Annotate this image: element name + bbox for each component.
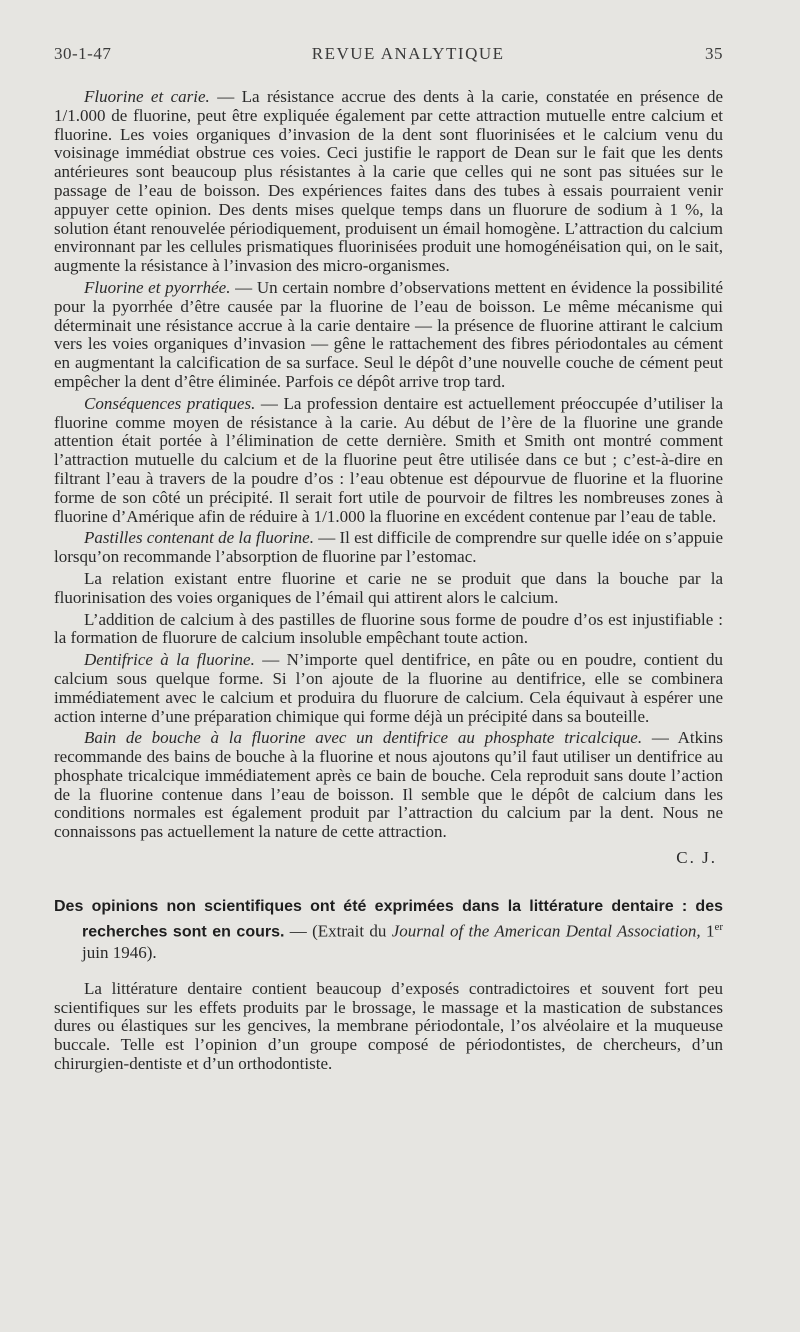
header-date: 30-1-47 bbox=[54, 44, 112, 63]
paragraph-text: — Atkins recommande des bains de bouche à la fluorine et nous ajoutons qu’il faut utiliser un dentifrice au phosphate tricalcique immédiatement après ce bain de bouche. Cela reproduit sans doute l’action de la fluorine contenue dans l’eau de boisson. Il semble que le dépôt de calcium dans les conditions normales est également produit par l’attraction du calcium par la dent. Nous ne connaissons pas actuellement la nature de cette attraction. bbox=[54, 728, 723, 842]
paragraph-text: — Un certain nombre d’observations mettent en évidence la possibilité pour la pyorrhée d’être causée par la fluorine de l’eau de boisson. Le même mécanisme qui déterminait une résistance accrue à la carie dentaire — la présence de fluorine attirant le calcium vers les voies organiques d’invasion — gêne le rattachement des fibres périodontales au cément en augmentant la calcification de sa surface. Seul le dépôt d’une nouvelle couche de cément peut empêcher la dent d’être éliminée. Parfois ce dépôt arrive trop tard. bbox=[54, 277, 723, 391]
source-day-superscript: er bbox=[714, 921, 724, 934]
header-title: REVUE ANALYTIQUE bbox=[311, 44, 505, 63]
page-number: 35 bbox=[704, 44, 723, 63]
article-heading bbox=[54, 896, 723, 963]
running-header bbox=[54, 44, 723, 64]
paragraph-addition bbox=[54, 611, 723, 649]
paragraph-relation bbox=[54, 570, 723, 608]
section-heading: Conséquences pratiques. bbox=[84, 393, 256, 413]
review-body bbox=[54, 88, 723, 868]
source-prefix: — (Extrait du bbox=[284, 921, 392, 941]
paragraph-fluorine-pyorrhee bbox=[54, 279, 723, 392]
source-journal: Journal of the American Dental Association, bbox=[391, 921, 701, 941]
paragraph-bain-de-bouche bbox=[54, 729, 723, 842]
source-suffix: juin 1946). bbox=[82, 942, 157, 962]
section-heading: Pastilles contenant de la fluorine. bbox=[84, 528, 314, 548]
paragraph-fluorine-carie bbox=[54, 88, 723, 276]
paragraph-dentifrice bbox=[54, 651, 723, 726]
paragraph-text: — La profession dentaire est actuellement préoccupée d’utiliser la fluorine comme moyen de résistance à la carie. Au début de l’ère de la fluorine une grande attention était portée à l’élimination de cette dernière. Smith et Smith ont montré comment l’attraction mutuelle du calcium et de la fluorine peut être utilisée dans ce but ; c’est-à-dire en filtrant l’eau à travers de la poudre d’os : l’eau obtenue est dépourvue de fluorine et la fluorine forme de son côté un précipité. Il serait fort utile de pourvoir de filtres les nombreuses zones à fluorine d’Amérique afin de réduire à 1/1.000 la fluorine en excédent contenue par l’eau de table. bbox=[54, 393, 723, 526]
paragraph-text: — La résistance accrue des dents à la carie, constatée en présence de 1/1.000 de fluorine, peut être expliquée également par cette attraction mutuelle entre calcium et fluorine. Les voies organiques d’invasion de la dent sont fluorinisées et le calcium venu du voisinage immédiat obstrue ces voies. Ceci justifie le rapport de Dean sur le fait que les dents antérieures sont beaucoup plus résistantes à la carie que celles qui ne sont pas situées sur le passage de l’eau de boisson. Des expériences faites dans des tubes à essais pourraient venir appuyer cette opinion. Des dents mises quelque temps dans un fluorure de sodium à 1 %, la solution étant renouvelée périodiquement, produisent un émail homogène. L’attraction du calcium environnant par les cellules prismatiques fluorinisées produit une homogénéisation qui, on le sait, augmente la résistance à l’invasion des micro-organismes. bbox=[54, 87, 723, 276]
paragraph-consequences bbox=[54, 395, 723, 527]
article-title: Des opinions non scientifiques ont été exprimées dans la littérature dentaire : des recherches sont en cours. bbox=[54, 898, 723, 941]
section-heading: Bain de bouche à la fluorine avec un dentifrice au phosphate tricalcique. bbox=[84, 728, 643, 748]
article-body-paragraph: La littérature dentaire contient beaucoup d’exposés contradictoires et souvent fort peu scientifiques sur les effets produits par le brossage, le massage et la mastication de substances dures ou élastiques sur les gencives, la membrane périodontale, l’os alvéolaire et la muqueuse buccale. Telle est l’opinion d’un groupe composé de périodontistes, de chercheurs, d’un chirurgien-dentiste et d’un orthodontiste. bbox=[54, 978, 723, 1073]
source-day: 1 bbox=[700, 921, 715, 941]
paragraph-text: L’addition de calcium à des pastilles de fluorine sous forme de poudre d’os est injustifiable : la formation de fluorure de calcium insoluble empêchant toute action. bbox=[54, 609, 723, 648]
paragraph-text: — N’importe quel dentifrice, en pâte ou en poudre, contient du calcium sous quelque forme. Si l’on ajoute de la fluorine au dentifrice, elle se combinera immédiatement avec le calcium et produira du fluorure de calcium. Cela équivaut à espérer une action interne d’une préparation chimique qui forme déjà un précipité dans sa bouteille. bbox=[54, 650, 723, 726]
author-signature: C. J. bbox=[676, 848, 717, 868]
paragraph-text: La relation existant entre fluorine et carie ne se produit que dans la bouche par la fluorinisation des voies organiques de l’émail qui attirent alors le calcium. bbox=[54, 568, 723, 607]
section-heading: Fluorine et pyorrhée. bbox=[84, 277, 231, 297]
paragraph-pastilles bbox=[54, 529, 723, 567]
section-heading: Fluorine et carie. bbox=[84, 87, 210, 106]
paragraph-text: — Il est difficile de comprendre sur quelle idée on s’appuie lorsqu’on recommande l’absorption de fluorine par l’estomac. bbox=[54, 528, 723, 567]
section-heading: Dentifrice à la fluorine. bbox=[84, 650, 255, 670]
